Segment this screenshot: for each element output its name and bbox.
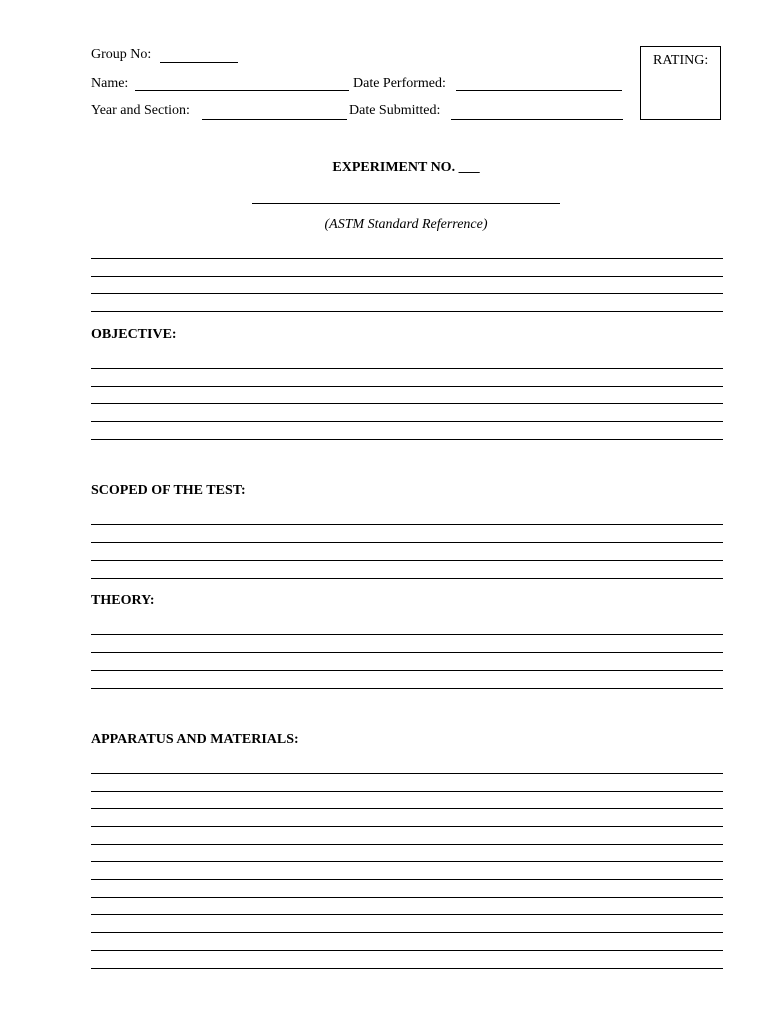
writing-line[interactable] [91, 968, 723, 969]
writing-line[interactable] [91, 950, 723, 951]
writing-line[interactable] [91, 311, 723, 312]
writing-line[interactable] [91, 403, 723, 404]
writing-line[interactable] [91, 826, 723, 827]
writing-line[interactable] [91, 879, 723, 880]
year-section-field[interactable] [202, 119, 347, 120]
date-performed-field[interactable] [456, 90, 622, 91]
experiment-name-field[interactable] [252, 203, 560, 204]
writing-line[interactable] [91, 670, 723, 671]
writing-line[interactable] [91, 439, 723, 440]
writing-line[interactable] [91, 791, 723, 792]
writing-line[interactable] [91, 368, 723, 369]
writing-line[interactable] [91, 276, 723, 277]
name-field[interactable] [135, 90, 349, 91]
writing-line[interactable] [91, 932, 723, 933]
apparatus-heading: APPARATUS AND MATERIALS: [91, 732, 299, 747]
name-label: Name: [91, 76, 129, 91]
astm-reference-label: (ASTM Standard Referrence) [324, 217, 488, 232]
writing-line[interactable] [91, 542, 723, 543]
rating-box[interactable] [640, 46, 721, 120]
writing-line[interactable] [91, 773, 723, 774]
experiment-title: EXPERIMENT NO. ___ [332, 160, 480, 175]
writing-line[interactable] [91, 524, 723, 525]
writing-line[interactable] [91, 258, 723, 259]
rating-label: RATING: [653, 53, 709, 68]
writing-line[interactable] [91, 578, 723, 579]
scope-heading: SCOPED OF THE TEST: [91, 483, 246, 498]
group-no-field[interactable] [160, 62, 238, 63]
writing-line[interactable] [91, 293, 723, 294]
writing-line[interactable] [91, 652, 723, 653]
group-no-label: Group No: [91, 47, 152, 62]
writing-line[interactable] [91, 560, 723, 561]
objective-heading: OBJECTIVE: [91, 327, 177, 342]
writing-line[interactable] [91, 861, 723, 862]
writing-line[interactable] [91, 634, 723, 635]
writing-line[interactable] [91, 914, 723, 915]
writing-line[interactable] [91, 844, 723, 845]
year-section-label: Year and Section: [91, 103, 190, 118]
writing-line[interactable] [91, 386, 723, 387]
writing-line[interactable] [91, 808, 723, 809]
writing-line[interactable] [91, 421, 723, 422]
date-submitted-label: Date Submitted: [349, 103, 441, 118]
date-submitted-field[interactable] [451, 119, 623, 120]
date-performed-label: Date Performed: [353, 76, 446, 91]
writing-line[interactable] [91, 897, 723, 898]
writing-line[interactable] [91, 688, 723, 689]
theory-heading: THEORY: [91, 593, 155, 608]
